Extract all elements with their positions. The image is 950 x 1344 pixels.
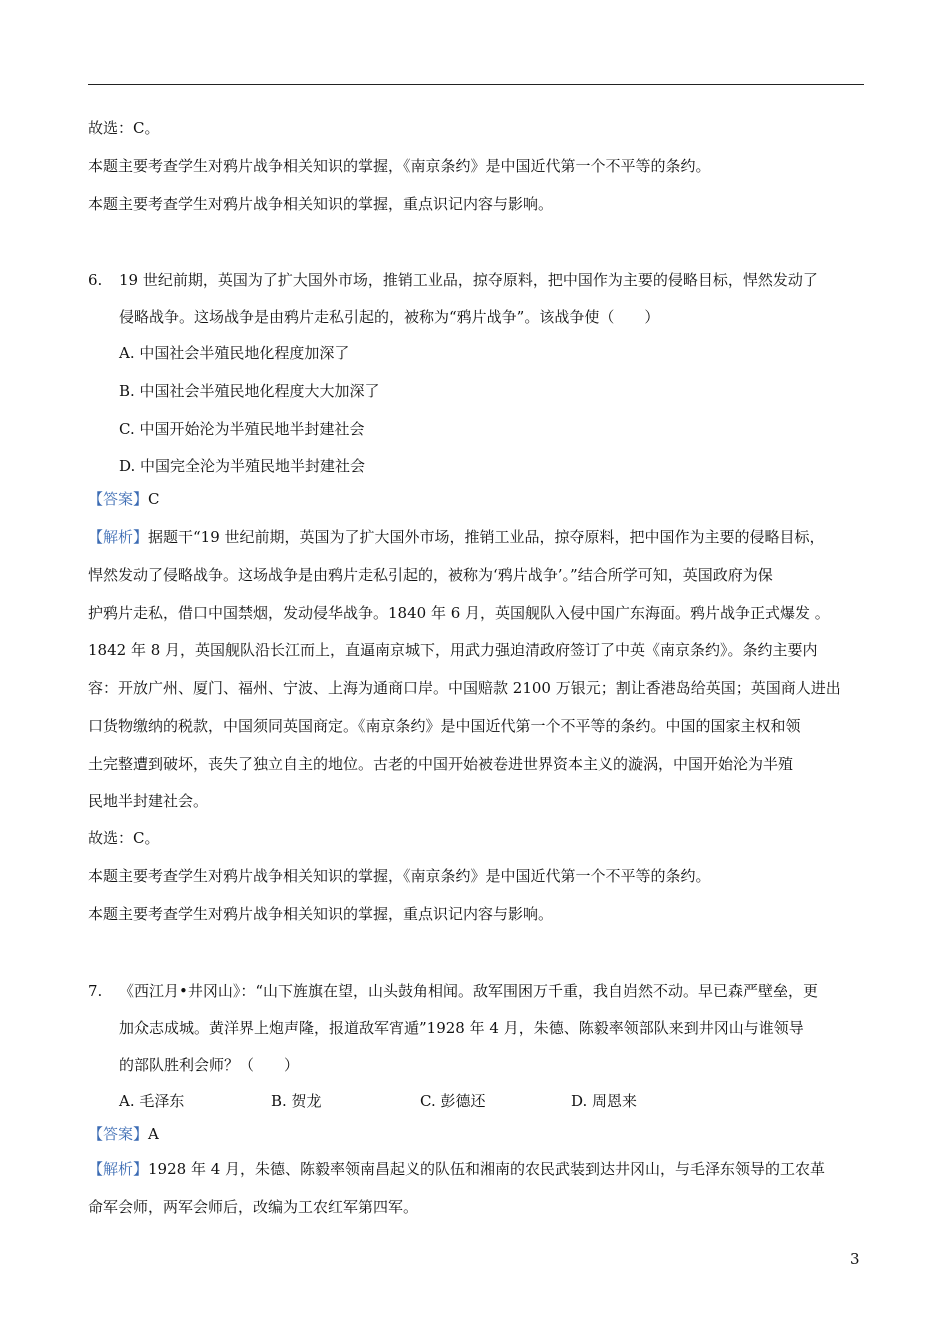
q7-options-row [119, 1091, 819, 1111]
q7-number: 7. [88, 982, 103, 1000]
q7-option-c[interactable]: C. 彭德还 [420, 1092, 486, 1110]
header-rule [88, 84, 864, 85]
q6-analysis-line-8: 民地半封建社会。 [88, 792, 209, 810]
q6-analysis-line-2: 悍然发动了侵略战争。这场战争是由鸦片走私引起的，被称为‘鸦片战争’。”结合所学可知，英国政府为保 [88, 566, 773, 584]
q7-analysis-text-1: 1928 年 4 月，朱德、陈毅率领南昌起义的队伍和湘南的农民武装到达井冈山，与毛泽东领导的工农革 [148, 1160, 826, 1178]
q6-analysis-line-1 [88, 527, 878, 547]
q7-answer-value: A [148, 1125, 159, 1143]
q6-summary-1: 本题主要考查学生对鸦片战争相关知识的掌握，《南京条约》是中国近代第一个不平等的条约。 [88, 867, 711, 885]
q7-answer [88, 1124, 878, 1144]
q6-conclusion: 故选：C。 [88, 829, 160, 847]
q6-analysis-line-5: 容：开放广州、厦门、福州、宁波、上海为通商口岸。中国赔款 2100 万银元；割让香港岛给英国；英国商人进出 [88, 679, 841, 697]
q6-answer-tag: 【答案】 [88, 490, 149, 508]
q6-stem-line-1 [88, 270, 878, 290]
q7-stem-text-1: 《西江月•井冈山》：“山下旌旗在望，山头鼓角相闻。敌军围困万千重，我自岿然不动。早已森严壁垒，更 [119, 982, 819, 1000]
q7-stem-line-1 [88, 981, 878, 1001]
q6-answer-value: C [148, 490, 160, 508]
q6-analysis-line-3: 护鸦片走私，借口中国禁烟，发动侵华战争。1840 年 6 月，英国舰队入侵中国广东海面。鸦片战争正式爆发 。 [88, 604, 830, 622]
q6-analysis-line-7: 土完整遭到破坏，丧失了独立自主的地位。古老的中国开始被卷进世界资本主义的漩涡，中国开始沦为半殖 [88, 755, 794, 773]
q6-option-a[interactable]: A. 中国社会半殖民地化程度加深了 [119, 344, 350, 362]
q7-answer-tag: 【答案】 [88, 1125, 149, 1143]
q6-analysis-line-4: 1842 年 8 月，英国舰队沿长江而上，直逼南京城下，用武力强迫清政府签订了中英《南京条约》。条约主要内 [88, 641, 818, 659]
q6-option-c[interactable]: C. 中国开始沦为半殖民地半封建社会 [119, 420, 365, 438]
q6-stem-line-2: 侵略战争。这场战争是由鸦片走私引起的，被称为“鸦片战争”。该战争使（ ） [119, 308, 660, 326]
q6-option-b[interactable]: B. 中国社会半殖民地化程度大大加深了 [119, 382, 380, 400]
q6-number: 6. [88, 271, 103, 289]
top-summary-1: 本题主要考查学生对鸦片战争相关知识的掌握，《南京条约》是中国近代第一个不平等的条约。 [88, 157, 711, 175]
q7-option-d[interactable]: D. 周恩来 [571, 1092, 638, 1110]
q6-stem-text-1: 19 世纪前期，英国为了扩大国外市场，推销工业品，掠夺原料，把中国作为主要的侵略目标，悍然发动了 [119, 271, 818, 289]
q6-summary-2: 本题主要考查学生对鸦片战争相关知识的掌握，重点识记内容与影响。 [88, 905, 554, 923]
page-number: 3 [850, 1250, 860, 1268]
q6-option-d[interactable]: D. 中国完全沦为半殖民地半封建社会 [119, 457, 366, 475]
top-conclusion: 故选：C。 [88, 119, 160, 137]
q7-analysis-line-1 [88, 1159, 878, 1179]
q7-analysis-tag: 【解析】 [88, 1160, 149, 1178]
q7-analysis-line-2: 命军会师，两军会师后，改编为工农红军第四军。 [88, 1198, 419, 1216]
q6-answer [88, 489, 878, 509]
q6-analysis-tag: 【解析】 [88, 528, 149, 546]
q7-stem-line-3: 的部队胜利会师？（ ） [119, 1056, 300, 1074]
q7-stem-line-2: 加众志成城。黄洋界上炮声隆，报道敌军宵遁”1928 年 4 月，朱德、陈毅率领部队来到井冈山与谁领导 [119, 1019, 804, 1037]
q7-option-b[interactable]: B. 贺龙 [271, 1092, 322, 1110]
q7-option-a[interactable]: A. 毛泽东 [119, 1092, 185, 1110]
q6-analysis-text-1: 据题干“19 世纪前期，英国为了扩大国外市场，推销工业品，掠夺原料，把中国作为主要的侵略目标， [148, 528, 825, 546]
top-summary-2: 本题主要考查学生对鸦片战争相关知识的掌握，重点识记内容与影响。 [88, 195, 554, 213]
q6-analysis-line-6: 口货物缴纳的税款，中国须同英国商定。《南京条约》是中国近代第一个不平等的条约。中国的国家主权和领 [88, 717, 801, 735]
